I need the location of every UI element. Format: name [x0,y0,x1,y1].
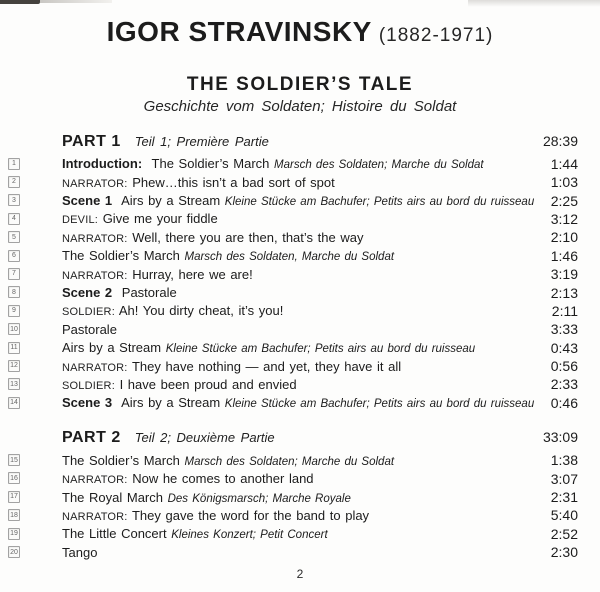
track-title-text: The Royal March [62,489,163,505]
track-title [62,285,536,300]
part-label: PART 2 [62,429,121,447]
track-number-box [8,528,20,540]
part-label: PART 1 [62,132,121,150]
track-title [62,248,536,263]
track-title [62,267,536,282]
track-number-box [8,546,20,558]
track-title-text: Phew…this isn’t a bad sort of spot [132,174,335,190]
part-duration: 28:39 [542,132,578,149]
track-duration: 5:40 [550,507,578,524]
track-number-box [8,378,20,390]
track-title-text: Now he comes to another land [132,471,314,487]
footer [0,567,600,581]
part-subtitle: Teil 2; Deuxième Partie [134,430,275,446]
track-row [8,155,578,173]
track-speaker: NARRATOR: [62,510,128,523]
track-number: 11 [10,344,18,351]
track-number-box [8,323,20,335]
track-duration: 2:31 [550,489,578,506]
track-row [8,357,578,375]
track-speaker: NARRATOR: [62,177,128,190]
track-title-text: Hurray, here we are! [132,266,253,282]
track-title-foreign: Kleine Stücke am Bachufer; Petits airs au bord du ruisseau [224,196,535,209]
track-row [8,283,578,301]
track-row [8,320,578,338]
track-title-foreign: Kleines Konzert; Petit Concert [171,529,328,542]
track-duration: 3:33 [550,321,578,338]
track-row [8,488,578,506]
track-number-box [8,231,20,243]
track-title [62,508,536,523]
track-title [62,322,536,337]
track-number-box [8,472,20,484]
track-title-foreign: Kleine Stücke am Bachufer; Petits airs au bord du ruisseau [224,398,535,411]
track-title [62,526,536,541]
track-row [8,210,578,228]
track-duration: 1:46 [550,247,578,264]
header [0,0,600,115]
track-speaker: NARRATOR: [62,269,128,282]
track-number: 8 [12,288,16,296]
track-duration: 2:52 [550,525,578,542]
track-duration: 3:19 [550,266,578,283]
track-duration: 2:25 [550,192,578,209]
track-duration: 2:11 [551,302,578,319]
part-tracks [8,155,578,412]
track-number: 19 [10,530,18,538]
track-title-text: The Soldier’s March [151,156,270,172]
track-number-box [8,176,20,188]
tracklist [0,133,600,562]
track-number-box [8,342,20,354]
composer-dates: (1882-1971) [378,25,494,46]
track-number: 16 [10,474,18,482]
track-number-box [8,194,20,206]
track-number: 20 [10,548,18,556]
track-title-text: They gave the word for the band to play [131,507,370,523]
track-title-foreign: Marsch des Soldaten, Marche du Soldat [184,251,395,264]
track-number: 4 [12,215,16,223]
track-duration: 3:12 [550,210,578,227]
track-number: 2 [12,178,16,186]
track-row [8,302,578,320]
track-number: 6 [12,252,16,260]
track-number-box [8,509,20,521]
part-heading [8,133,578,153]
track-title-text: Give me your fiddle [102,211,218,227]
track-number: 13 [10,380,18,388]
track-row [8,265,578,283]
track-number: 9 [12,307,16,315]
track-title-text: The Soldier’s March [62,248,180,264]
part-duration: 33:09 [542,429,578,446]
track-title [62,340,536,355]
scan-artifact-top-right [468,0,600,7]
track-duration: 1:03 [550,174,578,191]
track-duration: 2:13 [550,284,578,301]
track-duration: 2:30 [550,544,578,561]
track-title [62,359,536,374]
track-duration: 2:33 [550,376,578,393]
track-speaker: NARRATOR: [62,474,128,487]
track-title [62,490,536,505]
track-title-text: Ah! You dirty cheat, it’s you! [118,303,284,319]
part-heading [8,429,578,449]
track-number: 15 [10,456,18,464]
track-title [62,230,536,245]
track-speaker: NARRATOR: [62,361,128,374]
track-number: 18 [10,511,18,519]
track-duration: 2:10 [550,229,578,246]
track-row [8,506,578,524]
track-row [8,339,578,357]
part-tracks [8,451,578,561]
track-duration: 3:07 [550,470,578,487]
track-title [62,377,536,392]
track-row [8,247,578,265]
track-duration: 1:44 [550,155,578,172]
track-number-box [8,213,20,225]
track-title-text: Pastorale [62,321,117,337]
track-number-box [8,268,20,280]
track-duration: 0:56 [550,358,578,375]
track-number-box [8,491,20,503]
track-row [8,543,578,561]
track-title [62,471,536,486]
track-title [62,156,536,171]
track-row [8,228,578,246]
track-title [62,175,536,190]
scan-artifact-top-left-dark [0,0,40,4]
part-subtitle: Teil 1; Première Partie [134,133,269,149]
track-title-bold: Scene 3 [62,395,113,411]
track-title-bold: Introduction: [62,156,143,172]
track-speaker: SOLDIER: [62,379,115,392]
track-title-text: Airs by a Stream [121,395,221,411]
track-title-foreign: Des Königsmarsch; Marche Royale [167,492,351,505]
track-number-box [8,305,20,317]
track-title-bold: Scene 2 [62,285,113,301]
track-title-foreign: Kleine Stücke am Bachufer; Petits airs au bord du ruisseau [165,343,476,356]
track-number-box [8,360,20,372]
track-title-foreign: Marsch des Soldaten; Marche du Soldat [184,455,395,468]
track-number-box [8,286,20,298]
track-row [8,525,578,543]
track-title [62,211,536,226]
track-row [8,375,578,393]
track-number: 1 [12,160,16,168]
track-title [62,303,536,318]
track-title-text: The Soldier’s March [62,452,180,468]
track-row [8,191,578,209]
track-title [62,545,536,560]
track-title-bold: Scene 1 [62,193,113,209]
track-title-text: Airs by a Stream [121,193,221,209]
track-title-text: Tango [62,544,98,560]
track-speaker: SOLDIER: [62,306,115,319]
track-number: 14 [10,399,18,407]
track-title-foreign: Marsch des Soldaten; Marche du Soldat [274,159,484,172]
track-number: 10 [10,325,18,333]
track-number-box [8,158,20,170]
track-speaker: DEVIL: [62,214,99,227]
composer-title [0,15,600,49]
page-number: 2 [296,567,304,582]
track-row [8,469,578,487]
track-duration: 0:46 [550,394,578,411]
track-number-box [8,454,20,466]
work-title: THE SOLDIER’S TALE [186,73,414,95]
track-row [8,394,578,412]
work-subtitle: Geschichte vom Soldaten; Histoire du Soldat [143,97,457,115]
part-section [8,429,578,561]
track-title-text: I have been proud and envied [119,376,297,392]
track-title-text: Airs by a Stream [62,340,162,356]
scan-artifact-top-left-fade [40,0,112,3]
track-number-box [8,397,20,409]
track-title [62,453,536,468]
track-row [8,173,578,191]
track-number: 7 [12,270,16,278]
track-number: 3 [12,196,16,204]
track-title [62,395,536,410]
track-title [62,193,536,208]
track-number-box [8,250,20,262]
track-row [8,451,578,469]
part-section [8,133,578,412]
track-title-text: The Little Concert [62,526,167,542]
track-number: 12 [10,362,18,370]
track-number: 5 [12,233,16,241]
track-title-text: Pastorale [121,285,177,301]
track-duration: 0:43 [550,339,578,356]
track-title-text: Well, there you are then, that’s the way [132,229,364,245]
composer-name: IGOR STRAVINSKY [106,16,372,47]
track-number: 17 [10,493,18,501]
track-title-text: They have nothing — and yet, they have it all [131,358,402,374]
track-duration: 1:38 [550,452,578,469]
track-speaker: NARRATOR: [62,232,128,245]
